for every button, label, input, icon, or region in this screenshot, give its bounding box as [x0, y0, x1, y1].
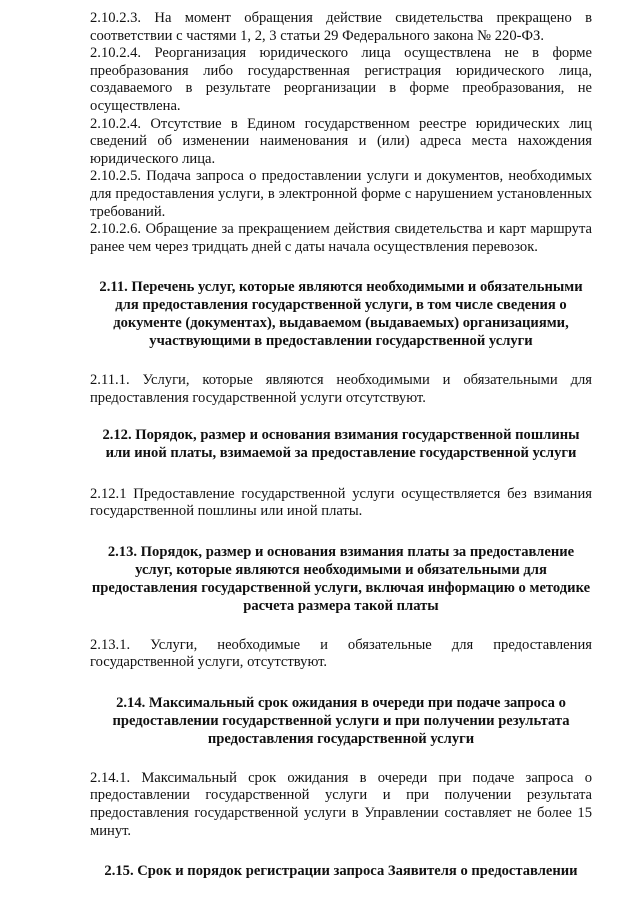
heading-2-15: 2.15. Срок и порядок регистрации запроса Заявителя о предоставлении — [104, 863, 578, 880]
spacer — [90, 672, 592, 694]
heading-2-13: 2.13. Порядок, размер и основания взимания платы за предоставление услуг, которые являются необходимыми и обязательными для предоставления государственной услуги, включая информацию о методике расчета размера такой платы — [91, 543, 591, 614]
spacer — [90, 408, 592, 426]
paragraph-2-14-1: 2.14.1. Максимальный срок ожидания в очереди при подаче запроса о предоставлении государственной услуги и при получении результата предоставления государственной услуги в Управлении составляет не более 15 минут. — [90, 769, 592, 839]
paragraph-2-12-1: 2.12.1 Предоставление государственной услуги осуществляется без взимания государственной пошлины или иной платы. — [90, 485, 592, 520]
paragraph-2-10-2-5: 2.10.2.5. Подача запроса о предоставлении услуги и документов, необходимых для предоставления услуги, в электронной форме с нарушением установленных требований. — [90, 168, 592, 220]
paragraph-2-10-2-3: 2.10.2.3. На момент обращения действие свидетельства прекращено в соответствии с частями 1, 2, 3 статьи 29 Федерального закона № 220-ФЗ. — [90, 10, 592, 44]
paragraph-2-10-2-4: 2.10.2.4. Реорганизация юридического лица осуществлена не в форме преобразования либо государственная регистрация юридического лица, создаваемого в результате реорганизации в форме преобразования, не осуществлена. — [90, 45, 592, 114]
spacer — [90, 350, 592, 372]
spacer — [90, 840, 592, 862]
spacer — [90, 748, 592, 770]
paragraph-2-10-2-6: 2.10.2.6. Обращение за прекращением действия свидетельства и карт маршрута ранее чем через тридцать дней с даты начала осуществления перевозок. — [90, 221, 592, 255]
paragraph-2-13-1: 2.13.1. Услуги, необходимые и обязательные для предоставления государственной услуги, отсутствуют. — [90, 636, 592, 671]
spacer — [90, 256, 592, 278]
spacer — [90, 615, 592, 637]
paragraph-2-11-1: 2.11.1. Услуги, которые являются необходимыми и обязательными для предоставления государственной услуги отсутствуют. — [90, 372, 592, 406]
document-page — [90, 10, 592, 880]
spacer — [90, 521, 592, 543]
paragraph-2-10-2-4-second: 2.10.2.4. Отсутствие в Едином государственном реестре юридических лиц сведений об изменении наименования и (или) адреса места нахождения юридического лица. — [90, 115, 592, 167]
heading-2-11: 2.11. Перечень услуг, которые являются необходимыми и обязательными для предоставления государственной услуги, в том числе сведения о документе (документах), выдаваемом (выдаваемых) организациями, участвующими в предоставлении государственной услуги — [99, 279, 583, 350]
heading-2-14: 2.14. Максимальный срок ожидания в очереди при подаче запроса о предоставлении государственной услуги и при получении результата предоставления государственной услуги — [112, 694, 570, 747]
heading-2-12: 2.12. Порядок, размер и основания взимания государственной пошлины или иной платы, взимаемой за предоставление государственной услуги — [102, 426, 580, 461]
spacer — [90, 462, 592, 486]
